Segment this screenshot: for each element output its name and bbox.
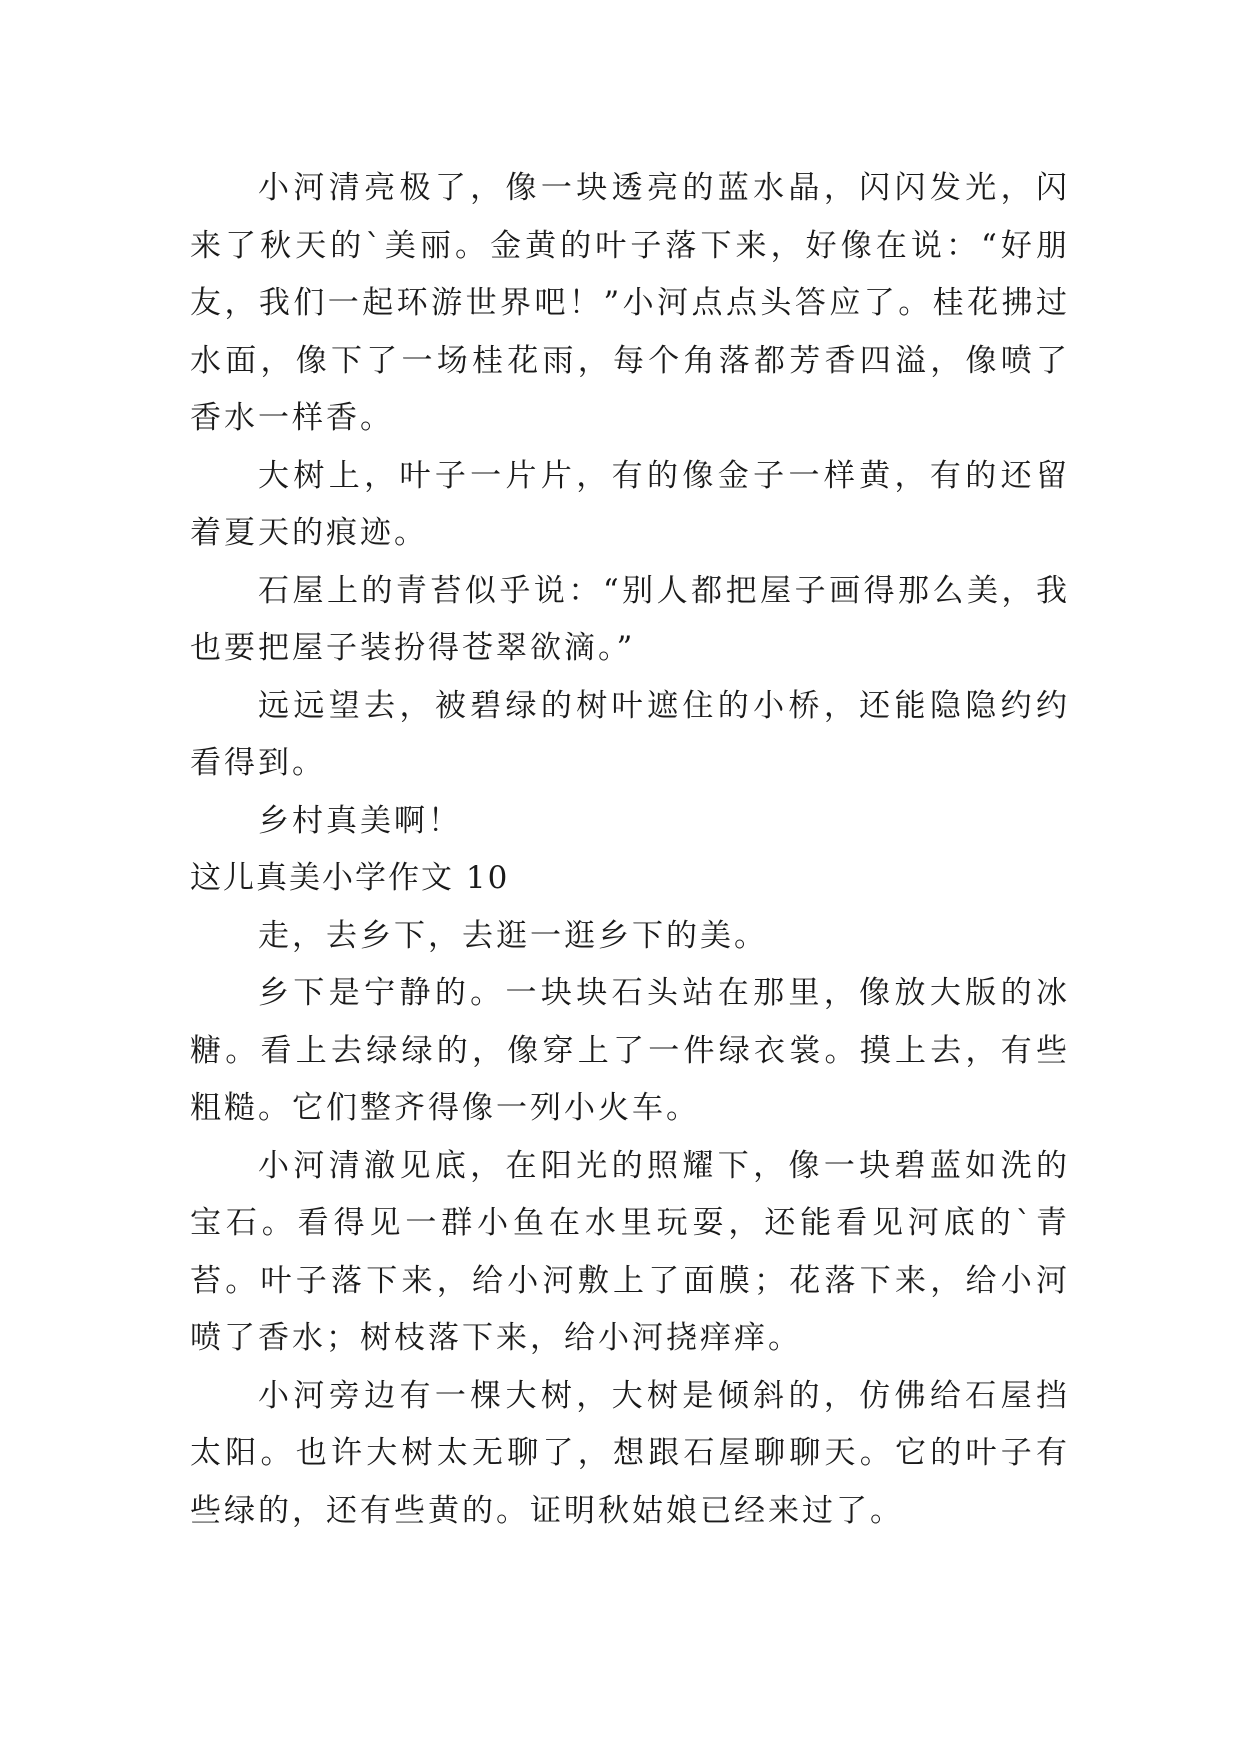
document-page (190, 160, 1070, 1540)
paragraph-clear-river: 小河清澈见底，在阳光的照耀下，像一块碧蓝如洗的宝石。看得见一群小鱼在水里玩耍，还能看见河底的`青苔。叶子落下来，给小河敷上了面膜；花落下来，给小河喷了香水；树枝落下来，给小河挠痒痒。 (190, 1147, 1070, 1356)
paragraph-big-tree-leaves: 大树上，叶子一片片，有的像金子一样黄，有的还留着夏天的痕迹。 (190, 457, 1070, 551)
essay-heading: 这儿真美小学作文 10 (190, 860, 510, 896)
paragraph-go-to-countryside: 走，去乡下，去逛一逛乡下的美。 (258, 917, 768, 954)
paragraph-distant-bridge: 远远望去，被碧绿的树叶遮住的小桥，还能隐隐约约看得到。 (190, 687, 1070, 781)
paragraph-quiet-countryside: 乡下是宁静的。一块块石头站在那里，像放大版的冰糖。看上去绿绿的，像穿上了一件绿衣裳。摸上去，有些粗糙。它们整齐得像一列小火车。 (190, 975, 1070, 1126)
paragraph-river-clear: 小河清亮极了，像一块透亮的蓝水晶，闪闪发光，闪来了秋天的`美丽。金黄的叶子落下来，好像在说：“好朋友，我们一起环游世界吧！”小河点点头答应了。桂花拂过水面，像下了一场桂花雨，每个角落都芳香四溢，像喷了香水一样香。 (190, 170, 1070, 436)
paragraph-leaning-tree: 小河旁边有一棵大树，大树是倾斜的，仿佛给石屋挡太阳。也许大树太无聊了，想跟石屋聊聊天。它的叶子有些绿的，还有些黄的。证明秋姑娘已经来过了。 (190, 1377, 1070, 1529)
paragraph-village-beautiful: 乡村真美啊！ (258, 802, 462, 839)
paragraph-moss-on-stone-house: 石屋上的青苔似乎说：“别人都把屋子画得那么美，我也要把屋子装扮得苍翠欲滴。” (190, 572, 1070, 666)
